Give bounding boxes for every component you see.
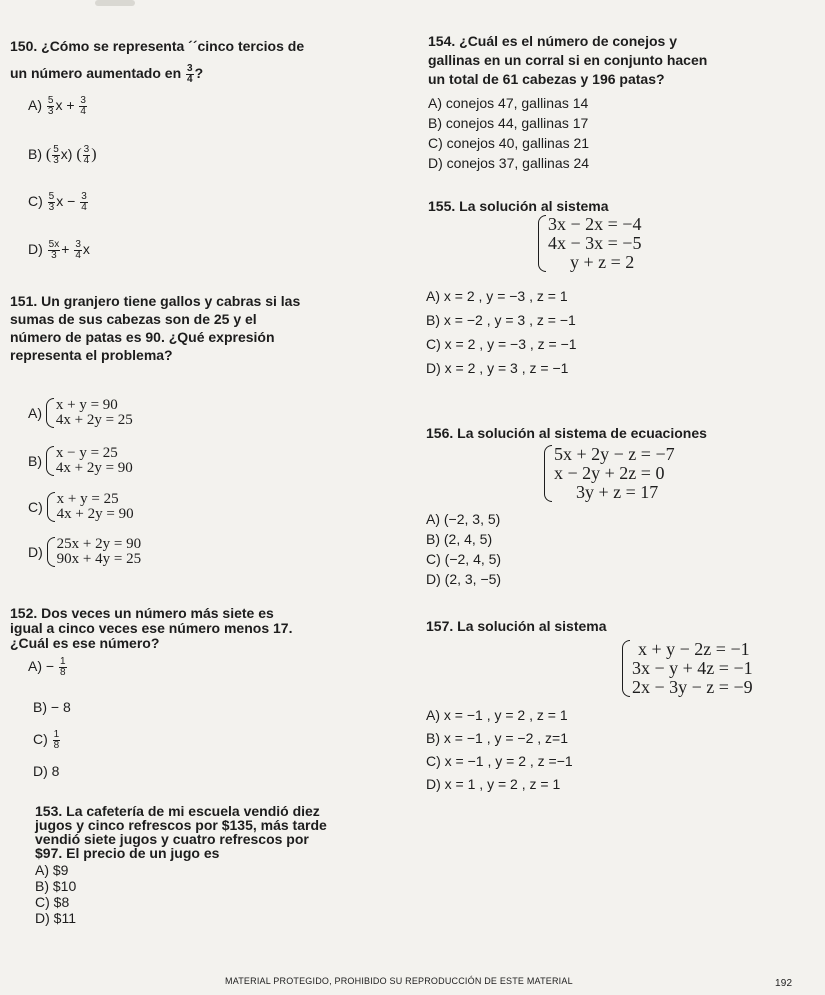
- q154-option-a[interactable]: A) conejos 47, gallinas 14: [428, 95, 589, 111]
- q155-system: 3x − 2x = −4 4x − 3x = −5 y + z = 2: [538, 215, 641, 272]
- q150-option-c[interactable]: C) $\frac{5}{3}$ x − $\frac{3}{4}$: [28, 191, 87, 213]
- q151-prompt: 151. Un granjero tiene gallos y cabras si las sumas de sus cabezas son de 25 y el número de patas es 90. ¿Qué expresión representa el problema?: [10, 293, 301, 363]
- q152-option-a[interactable]: A) − $\frac{1}{8}$: [28, 656, 66, 678]
- q155-options: [426, 284, 577, 380]
- q151-option-b[interactable]: B) x − y = 25 4x + 2y = 90: [28, 445, 133, 476]
- q157-prompt: 157. La solución al sistema: [426, 618, 607, 634]
- top-smudge: [95, 0, 135, 6]
- q156-options: [426, 509, 501, 589]
- q150-option-b[interactable]: B) ( $\frac{5}{3}$ x) ( $\frac{3}{4}$ ): [28, 144, 97, 166]
- q153-option-a[interactable]: A) $9: [35, 862, 69, 878]
- q155-option-c[interactable]: C) x = 2 , y = −3 , z = −1: [426, 336, 577, 352]
- q156-option-a[interactable]: A) (−2, 3, 5): [426, 511, 501, 527]
- q154-option-d[interactable]: D) conejos 37, gallinas 24: [428, 155, 590, 171]
- q157-system: x + y − 2z = −1 3x − y + 4z = −1 2x − 3y − z = −9: [622, 640, 753, 697]
- q154-options: [428, 93, 589, 173]
- q150-option-d[interactable]: D) $\frac{5x}{3}$ + $\frac{3}{4}$ x: [28, 239, 90, 261]
- q157-option-c[interactable]: C) x = −1 , y = 2 , z =−1: [426, 753, 573, 769]
- q152-option-c[interactable]: C) $\frac{1}{8}$: [33, 729, 60, 751]
- q155-option-b[interactable]: B) x = −2 , y = 3 , z = −1: [426, 312, 576, 328]
- q153-option-c[interactable]: C) $8: [35, 894, 70, 910]
- q151-option-a[interactable]: A) x + y = 90 4x + 2y = 25: [28, 397, 133, 428]
- q153-options: [35, 862, 76, 926]
- q155-prompt: 155. La solución al sistema: [428, 198, 609, 214]
- q156-option-c[interactable]: C) (−2, 4, 5): [426, 551, 502, 567]
- q152-prompt: 152. Dos veces un número más siete es igual a cinco veces ese número menos 17. ¿Cuál es ese número?: [10, 605, 293, 651]
- q153-option-d[interactable]: D) $11: [35, 910, 76, 926]
- q156-prompt: 156. La solución al sistema de ecuaciones: [426, 425, 707, 441]
- q155-option-a[interactable]: A) x = 2 , y = −3 , z = 1: [426, 288, 568, 304]
- q156-system: 5x + 2y − z = −7 x − 2y + 2z = 0 3y + z = 17: [544, 445, 675, 502]
- q157-option-b[interactable]: B) x = −1 , y = −2 , z=1: [426, 730, 569, 746]
- q150-fraction: $\frac{3}{4}$: [187, 63, 193, 85]
- q152-option-d[interactable]: D) 8: [33, 763, 60, 779]
- q156-option-d[interactable]: D) (2, 3, −5): [426, 571, 502, 587]
- q154-prompt: 154. ¿Cuál es el número de conejos y gallinas en un corral si en conjunto hacen un total de 61 cabezas y 196 patas?: [428, 33, 708, 87]
- q153-option-b[interactable]: B) $10: [35, 878, 77, 894]
- q157-option-a[interactable]: A) x = −1 , y = 2 , z = 1: [426, 707, 568, 723]
- q154-option-c[interactable]: C) conejos 40, gallinas 21: [428, 135, 590, 151]
- q156-option-b[interactable]: B) (2, 4, 5): [426, 531, 493, 547]
- q154-option-b[interactable]: B) conejos 44, gallinas 17: [428, 115, 589, 131]
- footer-copyright: MATERIAL PROTEGIDO, PROHIBIDO SU REPRODUCCIÓN DE ESTE MATERIAL: [225, 976, 573, 986]
- q151-option-d[interactable]: D) 25x + 2y = 90 90x + 4y = 25: [28, 536, 142, 567]
- q155-option-d[interactable]: D) x = 2 , y = 3 , z = −1: [426, 360, 569, 376]
- q150-prompt-line1: 150. ¿Cómo se representa ´´cinco tercios de: [10, 38, 305, 54]
- q157-options: [426, 704, 573, 796]
- page-number: 192: [775, 978, 793, 989]
- q151-option-c[interactable]: C) x + y = 25 4x + 2y = 90: [28, 491, 134, 522]
- q150-prompt-line2: un número aumentado en $\frac{3}{4}$ ?: [10, 63, 204, 85]
- q152-option-b[interactable]: B) − 8: [33, 699, 71, 715]
- q157-option-d[interactable]: D) x = 1 , y = 2 , z = 1: [426, 776, 561, 792]
- q150-option-a[interactable]: A) $\frac{5}{3}$ x + $\frac{3}{4}$: [28, 95, 86, 117]
- q153-prompt: 153. La cafetería de mi escuela vendió diez jugos y cinco refrescos por $135, más tarde vendió siete jugos y cuatro refrescos por $97. El precio de un jugo es: [35, 803, 327, 861]
